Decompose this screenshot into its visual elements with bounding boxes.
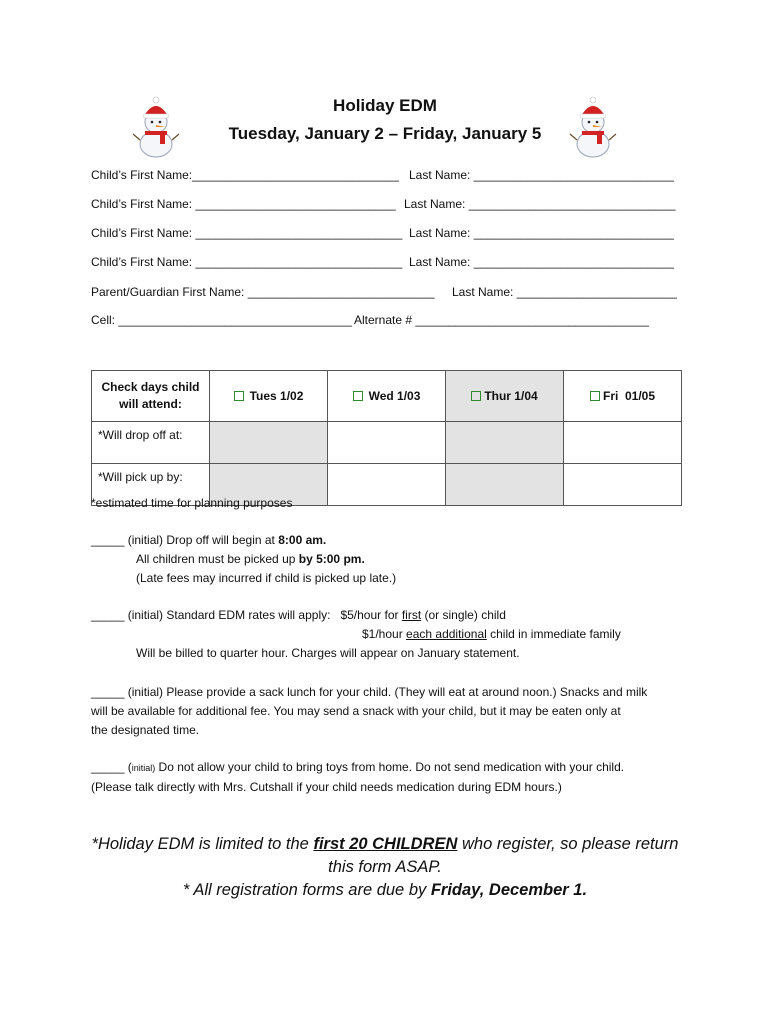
toys-paragraph: _____ (initial) Do not allow your child to bring toys from home. Do not send medication with your child. (Please talk directly with Mrs. Cutshall if your child needs medication during EDM hours.) <box>91 760 625 794</box>
child3-last-name-field[interactable]: Last Name: ______________________________ <box>409 226 674 240</box>
checkbox-icon[interactable] <box>353 391 363 401</box>
additional-rate: $1/hour each additional child in immediate family <box>362 627 621 641</box>
child1-first-name-field[interactable]: Child’s First Name:_______________________________ <box>91 168 400 182</box>
limit-notice: *Holiday EDM is limited to the first 20 CHILDREN who register, so please return this form ASAP. * All registration forms are due by Friday, December 1. <box>91 835 679 899</box>
parent-last-name-field[interactable]: Last Name: ________________________ <box>452 285 677 299</box>
checkbox-icon[interactable] <box>590 391 600 401</box>
day-fri[interactable]: Fri 01/05 <box>564 371 682 422</box>
page-subtitle: Tuesday, January 2 – Friday, January 5 <box>228 124 542 143</box>
child2-first-name-field[interactable]: Child’s First Name: ______________________________ <box>91 197 396 211</box>
checkbox-icon[interactable] <box>234 391 244 401</box>
day-tues[interactable]: Tues 1/02 <box>210 371 328 422</box>
drop-off-initial: _____ (initial) Drop off will begin at 8:00 am. <box>91 533 327 547</box>
day-wed[interactable]: Wed 1/03 <box>328 371 446 422</box>
day-thur[interactable]: Thur 1/04 <box>446 371 564 422</box>
lunch-paragraph: _____ (initial) Please provide a sack lunch for your child. (They will eat at around noon.) Snacks and milk will be available for additional fee. You may send a snack with your child, but it may be eaten only at the designated time. <box>91 685 648 737</box>
billing-note: Will be billed to quarter hour. Charges will appear on January statement. <box>136 646 520 660</box>
table-header-cell: Check days child will attend: <box>92 371 210 422</box>
child4-first-name-field[interactable]: Child’s First Name: _______________________________ <box>91 255 403 269</box>
pick-up-thur-cell[interactable] <box>446 464 564 506</box>
pick-up-fri-cell[interactable] <box>564 464 682 506</box>
page-title: Holiday EDM <box>333 96 437 115</box>
drop-off-label: *Will drop off at: <box>92 422 210 464</box>
drop-off-fri-cell[interactable] <box>564 422 682 464</box>
parent-first-name-field[interactable]: Parent/Guardian First Name: ____________________________ <box>91 285 435 299</box>
pickup-deadline: All children must be picked up by 5:00 pm. <box>136 552 365 566</box>
drop-off-thur-cell[interactable] <box>446 422 564 464</box>
drop-off-tues-cell[interactable] <box>210 422 328 464</box>
child1-last-name-field[interactable]: Last Name: ______________________________ <box>409 168 674 182</box>
checkbox-icon[interactable] <box>471 391 481 401</box>
child2-last-name-field[interactable]: Last Name: _______________________________ <box>404 197 676 211</box>
table-note: *estimated time for planning purposes <box>91 496 293 510</box>
late-fees-note: (Late fees may incurred if child is picked up late.) <box>136 571 397 585</box>
attendance-table <box>91 370 682 506</box>
pick-up-label: *Will pick up by: <box>92 464 210 506</box>
child3-first-name-field[interactable]: Child’s First Name: _______________________________ <box>91 226 403 240</box>
drop-off-wed-cell[interactable] <box>328 422 446 464</box>
child4-last-name-field[interactable]: Last Name: ______________________________ <box>409 255 674 269</box>
pick-up-wed-cell[interactable] <box>328 464 446 506</box>
alternate-phone-field[interactable]: Alternate # ___________________________________ <box>354 313 649 327</box>
rates-initial: _____ (initial) Standard EDM rates will apply: $5/hour for first (or single) child <box>91 608 506 622</box>
cell-phone-field[interactable]: Cell: ___________________________________ <box>91 313 352 327</box>
